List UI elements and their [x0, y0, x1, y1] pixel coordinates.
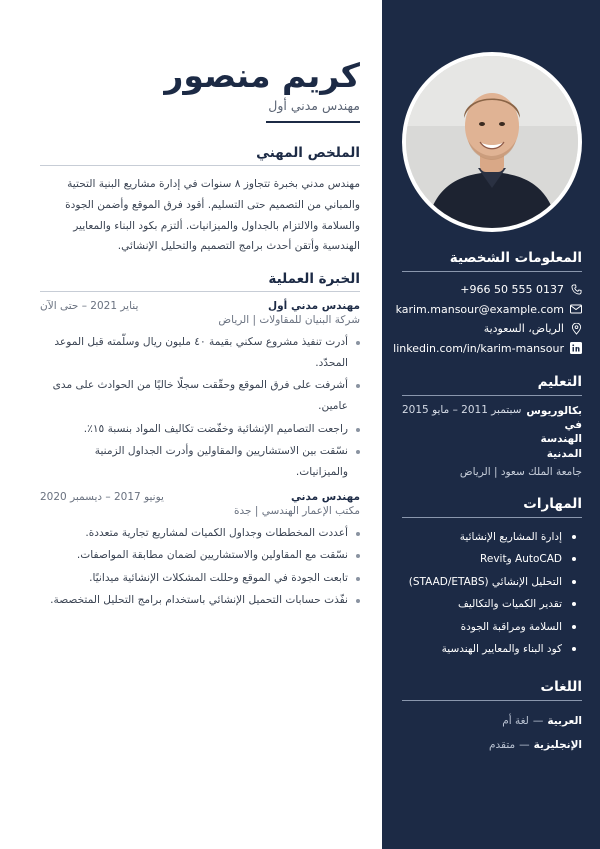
education-heading: التعليم [402, 374, 582, 396]
location-pin-icon [570, 323, 582, 335]
languages-heading: اللغات [402, 679, 582, 701]
language-level: متقدم [489, 738, 516, 751]
contact-heading: المعلومات الشخصية [402, 250, 582, 272]
summary-heading: الملخص المهني [40, 145, 360, 166]
job-bullet: أشرفت على فرق الموقع وحقّقت سجلًا خاليًا من الحوادث على مدى عامين. [40, 375, 348, 416]
bullet-dot [572, 647, 576, 651]
candidate-name: كريم منصور [164, 56, 360, 95]
contact-section [393, 250, 582, 358]
skills-section [402, 496, 582, 661]
bullet-dot [572, 535, 576, 539]
education-degree: بكالوريوس في الهندسة المدنية [526, 405, 582, 460]
bullet-dot [572, 557, 576, 561]
experience-heading: الخبرة العملية [40, 271, 360, 292]
bullet-dot [572, 580, 576, 584]
job-bullet: نسّقت بين الاستشاريين والمقاولين وأدرت الجداول الزمنية والميزانيات. [40, 441, 348, 482]
job-date: يونيو 2017 – ديسمبر 2020 [40, 490, 164, 503]
language-item [402, 709, 582, 733]
skills-list [402, 526, 582, 661]
education-entry [402, 404, 582, 461]
job-bullets [40, 523, 360, 612]
job-bullet: أدرت تنفيذ مشروع سكني بقيمة ٤٠ مليون ريال وسلّمته قبل الموعد المحدّد. [40, 332, 348, 373]
phone-icon [570, 284, 582, 296]
contact-email [395, 300, 582, 320]
job-header [40, 300, 360, 312]
education-school: جامعة الملك سعود | الرياض [459, 465, 582, 478]
education-section [402, 374, 582, 478]
job-bullet: نسّقت مع المقاولين والاستشاريين لضمان مطابقة المواصفات. [40, 545, 348, 566]
location-value: الرياض، السعودية [483, 322, 564, 336]
skills-heading: المهارات [402, 496, 582, 518]
linkedin-icon [570, 342, 582, 354]
skill-item: كود البناء والمعايير الهندسية [402, 638, 582, 661]
skill-item: إدارة المشاريع الإنشائية [402, 526, 582, 549]
job-company: شركة البنيان للمقاولات | الرياض [218, 313, 360, 326]
summary-section [40, 145, 360, 257]
portrait-illustration [406, 56, 578, 228]
job-title: مهندس مدني [290, 490, 360, 503]
job-entry [40, 491, 360, 612]
linkedin-value[interactable]: linkedin.com/in/karim-mansour [393, 341, 564, 355]
language-name: الإنجليزية [533, 738, 582, 751]
experience-section [40, 271, 360, 611]
language-separator: — [519, 738, 530, 751]
summary-text: مهندس مدني بخبرة تتجاوز ٨ سنوات في إدارة مشاريع البنية التحتية والمباني من التصميم حتى التسليم. أقود فرق الموقع وأضمن الجودة والسلامة والالتزام بالجداول والميزانيات. ألتزم بكود البناء والمعايير الهندسية وأتقن أحدث برامج التصميم والتحليل الإنشائي. [65, 178, 360, 253]
job-date: يناير 2021 – حتى الآن [40, 299, 139, 312]
language-name: العربية [547, 714, 582, 727]
name-underline [266, 121, 360, 123]
skill-item: السلامة ومراقبة الجودة [402, 616, 582, 639]
job-bullet: راجعت التصاميم الإنشائية وخفّضت تكاليف المواد بنسبة ١٥٪. [40, 419, 348, 440]
job-bullet: نفّذت حسابات التحميل الإنشائي باستخدام برامج التحليل المتخصصة. [40, 590, 348, 611]
languages-section [402, 679, 582, 757]
contact-location [402, 319, 582, 339]
job-title: مهندس مدني أول [268, 299, 360, 312]
skill-item: التحليل الإنشائي (STAAD/ETABS) [402, 571, 582, 594]
bullet-dot [572, 602, 576, 606]
job-bullet: تابعت الجودة في الموقع وحللت المشكلات الإنشائية ميدانيًا. [40, 568, 348, 589]
job-company: مكتب الإعمار الهندسي | جدة [234, 504, 360, 517]
contact-phone [402, 280, 582, 300]
language-item [402, 733, 582, 757]
profile-photo-frame [402, 52, 582, 232]
phone-value[interactable]: +966 50 555 0137 [460, 283, 564, 297]
education-date: سبتمبر 2011 – مايو 2015 [402, 404, 522, 416]
skill-item: AutoCAD وRevit [402, 548, 582, 571]
job-header [40, 491, 360, 503]
profile-photo [406, 56, 578, 228]
bullet-dot [572, 625, 576, 629]
mail-icon [570, 303, 582, 315]
language-separator: — [532, 714, 544, 727]
job-bullet: أعددت المخططات وجداول الكميات لمشاريع تجارية متعددة. [40, 523, 348, 544]
job-entry [40, 300, 360, 483]
skill-item: تقدير الكميات والتكاليف [402, 593, 582, 616]
email-value[interactable]: karim.mansour@example.com [395, 302, 564, 316]
candidate-role: مهندس مدني أول [268, 98, 360, 114]
sidebar [382, 0, 600, 849]
job-bullets [40, 332, 360, 483]
contact-linkedin [393, 339, 582, 359]
language-level: لغة أم [502, 714, 529, 727]
